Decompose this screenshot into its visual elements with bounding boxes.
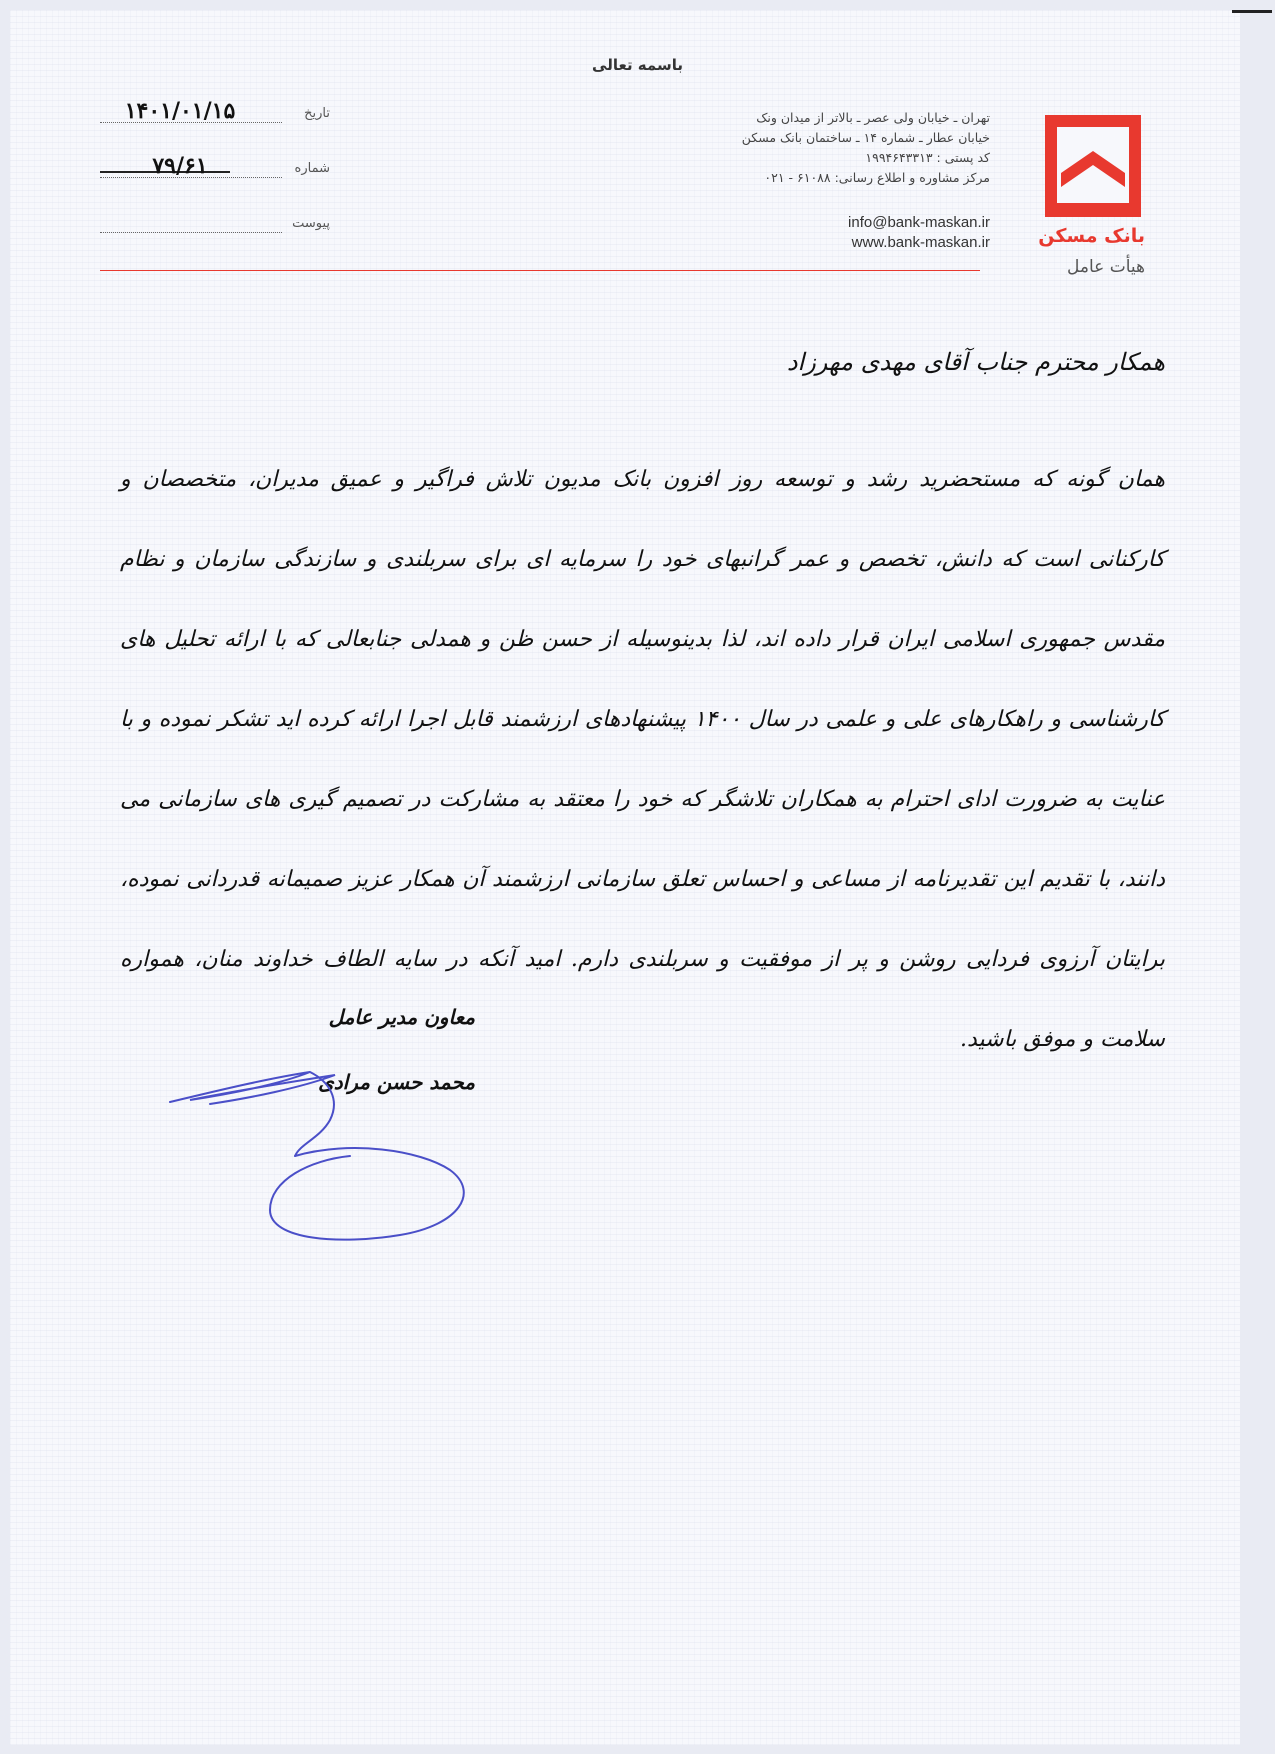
- date-label: تاریخ: [304, 106, 330, 121]
- website-address: www.bank-maskan.ir: [851, 234, 990, 251]
- bank-logo-icon: [1045, 115, 1141, 217]
- email-address: info@bank-maskan.ir: [848, 214, 990, 231]
- address-line: تهران ـ خیابان ولی عصر ـ بالاتر از میدان ونک: [756, 110, 990, 125]
- handwritten-signature-icon: [160, 1060, 520, 1260]
- signer-name: محمد حسن مرادی: [318, 1070, 475, 1094]
- date-value: ۱۴۰۱/۰۱/۱۵: [124, 98, 236, 124]
- salutation: همکار محترم جناب آقای مهدی مهرزاد: [786, 348, 1165, 376]
- attachment-label: پیوست: [292, 216, 330, 231]
- address-block: [660, 108, 990, 188]
- number-field: [100, 155, 330, 185]
- address-line: خیابان عطار ـ شماره ۱۴ ـ ساختمان بانک مسکن: [741, 130, 990, 145]
- letter-body: همان گونه که مستحضرید رشد و توسعه روز افزون بانک مدیون تلاش فراگیر و عمیق مدیران، متخصصان و کارکنانی است که دانش، تخصص و عمر گرانبهای خود را سرمایه ای برای سربلندی و سازندگی سازمان و نظام مقدس جمهوری اسلامی ایران قرار داده اند، لذا بدینوسیله از حسن ظن و همدلی جنابعالی که با ارائه تحلیل های کارشناسی و راهکارهای علی و علمی در سال ۱۴۰۰ پیشنهادهای ارزشمند قابل اجرا ارائه کرده اید تشکر نموده و با عنایت به ضرورت ادای احترام به همکاران تلاشگر که خود را معتقد به مشارکت در تصمیم گیری های سازمانی می دانند، با تقدیم این تقدیرنامه از مساعی و احساس تعلق سازمانی ارزشمند آن همکار عزیز صمیمانه قدردانی نموده، برایتان آرزوی فردایی روشن و پر از موفقیت و سربلندی دارم. امید آنکه در سایه الطاف خداوند منان، همواره سلامت و موفق باشید.: [120, 467, 1165, 1052]
- scan-edge-mark: [1232, 10, 1272, 13]
- signer-title: معاون مدیر عامل: [328, 1005, 475, 1029]
- contact-web: [780, 213, 990, 253]
- header-divider: [100, 270, 980, 271]
- number-label: شماره: [294, 161, 330, 176]
- date-field: [100, 100, 330, 130]
- number-value: ۷۹/۶۱: [152, 153, 208, 179]
- attachment-field: [100, 210, 330, 240]
- brand-subtitle: هیأت عامل: [1067, 257, 1145, 277]
- info-center-phone: مرکز مشاوره و اطلاع رسانی: ۶۱۰۸۸ - ۰۲۱: [764, 170, 990, 185]
- postal-code: کد پستی : ۱۹۹۴۶۴۳۳۱۳: [865, 150, 990, 165]
- bismillah-heading: باسمه تعالی: [592, 56, 683, 74]
- brand-name: بانک مسکن: [1038, 225, 1145, 247]
